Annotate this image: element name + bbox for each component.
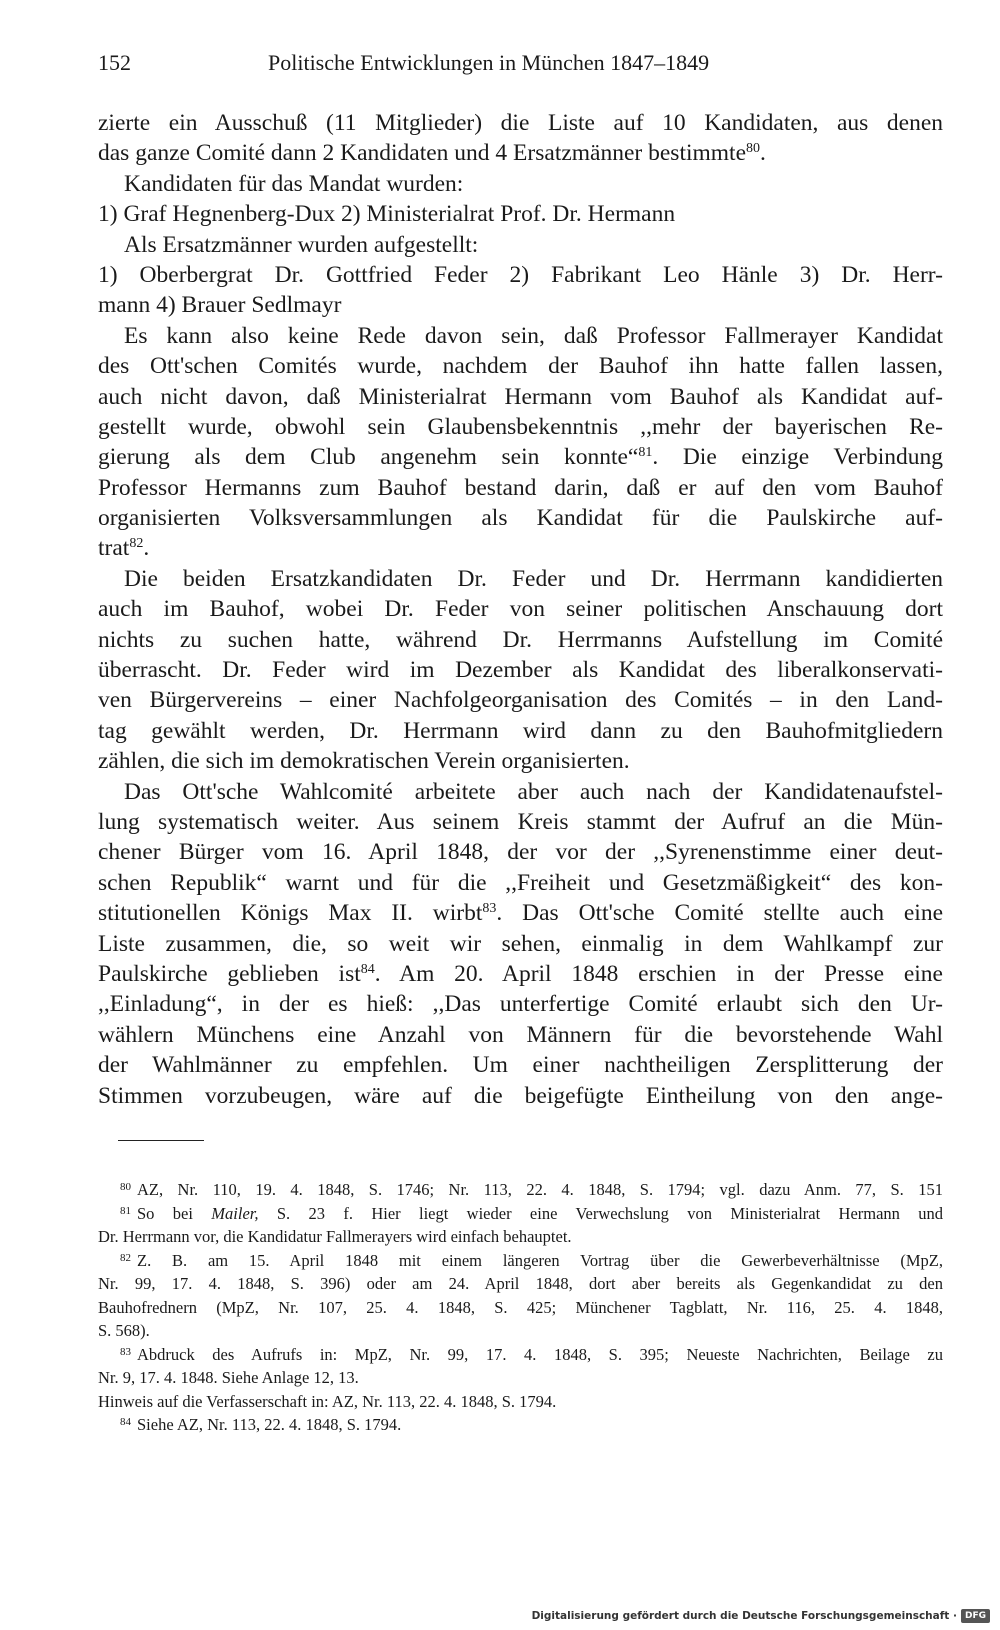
dfg-logo: DFG — [961, 1609, 990, 1623]
footnote-80: $^{80}$ AZ, Nr. 110, 19. 4. 1848, S. 1746; Nr. 113, 22. 4. 1848, S. 1794; vgl. dazu Anm. 77, S. 151 — [120, 1180, 943, 1199]
text-line: der Wahlmänner zu empfehlen. Um einer nachtheiligen Zersplitterung der — [98, 1052, 943, 1079]
footnote-84: $^{84}$ Siehe AZ, Nr. 113, 22. 4. 1848, S. 1794. — [120, 1415, 402, 1434]
text-line: zierte ein Ausschuß (11 Mitglieder) die Liste auf 10 Kandidaten, aus denen — [98, 110, 943, 136]
text-line: gestellt wurde, obwohl sein Glaubensbekenntnis ,,mehr der bayerischen Re- — [98, 413, 943, 440]
text-line: das ganze Comité dann 2 Kandidaten und 4 Ersatzmänner bestimmte$^{80}$. — [98, 140, 766, 167]
text-line: Als Ersatzmänner wurden aufgestellt: — [124, 231, 479, 258]
text-line: schen Republik“ warnt und für die ,,Freiheit und Gesetzmäßigkeit“ des kon- — [98, 869, 943, 896]
footnote-81: $^{81}$ So bei Mailer, S. 23 f. Hier liegt wieder eine Verwechslung von Ministerialrat Hermann und — [120, 1203, 943, 1223]
running-title: Politische Entwicklungen in München 1847–1849 — [268, 50, 710, 75]
footnote-line: S. 568). — [98, 1321, 150, 1340]
page-number: 152 — [98, 50, 131, 75]
footnote-number: 83 — [120, 1345, 131, 1358]
footnote-ref: 81 — [638, 445, 653, 461]
footnote-83: $^{83}$ Abdruck des Aufrufs in: MpZ, Nr. 99, 17. 4. 1848, S. 395; Neueste Nachrichten, Beilage zu — [120, 1344, 943, 1364]
text-line: chener Bürger vom 16. April 1848, der vor der ,,Syrenenstimme einer deut- — [98, 839, 943, 866]
text-line: ,,Einladung“, in der es hieß: ,,Das unterfertige Comité erlaubt sich den Ur- — [98, 991, 943, 1018]
footnote-line: Nr. 9, 17. 4. 1848. Siehe Anlage 12, 13. — [98, 1368, 359, 1387]
text-line: Stimmen vorzubeugen, wäre auf die beigefügte Eintheilung von den ange- — [98, 1082, 943, 1109]
footnotes — [98, 1178, 943, 1437]
text-line: 1) Graf Hegnenberg-Dux 2) Ministerialrat Prof. Dr. Hermann — [98, 201, 676, 228]
footnote-ref: 84 — [360, 961, 375, 977]
footnote-separator — [118, 1140, 204, 1141]
footnote-number: 84 — [120, 1416, 131, 1428]
footnote-82: $^{82}$ Z. B. am 15. April 1848 mit einem längeren Vortrag über die Gewerbeverhältnisse (MpZ, — [120, 1250, 943, 1270]
text-line: ven Bürgervereins – einer Nachfolgeorganisation des Comités – in den Land- — [98, 687, 943, 714]
text-line: organisierten Volksversammlungen als Kandidat für die Paulskirche auf- — [98, 505, 943, 532]
text-line: Liste zusammen, die, so weit wir sehen, einmalig in dem Wahlkampf zur — [98, 930, 943, 957]
footnote-line: Hinweis auf die Verfasserschaft in: AZ, Nr. 113, 22. 4. 1848, S. 1794. — [98, 1391, 557, 1411]
text-line: wählern Münchens eine Anzahl von Männern für die bevorstehende Wahl — [98, 1021, 943, 1048]
footnote-ref: 80 — [746, 141, 761, 157]
text-line: überrascht. Dr. Feder wird im Dezember als Kandidat des liberalkonservati- — [98, 657, 943, 684]
text-line: Die beiden Ersatzkandidaten Dr. Feder und Dr. Herrmann kandidierten — [124, 565, 943, 592]
text-line: auch nicht davon, daß Ministerialrat Hermann vom Bauhof als Kandidat auf- — [98, 383, 943, 410]
text-line: tag gewählt werden, Dr. Herrmann wird dann zu den Bauhofmitgliedern — [98, 717, 943, 744]
text-line: Professor Hermanns zum Bauhof bestand darin, daß er auf den vom Bauhof — [98, 474, 943, 501]
text-line: Es kann also keine Rede davon sein, daß Professor Fallmerayer Kandidat — [124, 322, 943, 349]
text-line: zählen, die sich im demokratischen Verein organisierten. — [98, 748, 630, 775]
text-line: des Ott'schen Comités wurde, nachdem der Bauhof ihn hatte fallen lassen, — [98, 353, 943, 380]
footnote-number: 80 — [120, 1181, 131, 1193]
text-line: mann 4) Brauer Sedlmayr — [98, 292, 342, 319]
text-line: auch im Bauhof, wobei Dr. Feder von seiner politischen Anschauung dort — [98, 596, 943, 623]
footnote-line: Bauhofrednern (MpZ, Nr. 107, 25. 4. 1848, S. 425; Münchener Tagblatt, Nr. 116, 25. 4. 1848, — [98, 1297, 943, 1317]
footnote-ref: 83 — [482, 901, 497, 917]
footnote-number: 82 — [120, 1251, 131, 1264]
footnote-ref: 82 — [129, 536, 144, 552]
text-line: Kandidaten für das Mandat wurden: — [124, 170, 464, 197]
main-text — [98, 108, 943, 1111]
footnote-line: Nr. 99, 17. 4. 1848, S. 396) oder am 24. April 1848, dort aber bereits als Gegenkandidat zu den — [98, 1274, 943, 1293]
text-line: gierung als dem Club angenehm sein konnte“$^{81}$. Die einzige Verbindung — [98, 444, 943, 471]
footnote-line: Dr. Herrmann vor, die Kandidatur Fallmerayers wird einfach behauptet. — [98, 1227, 572, 1246]
text-line: nichts zu suchen hatte, während Dr. Herrmanns Aufstellung im Comité — [98, 626, 943, 653]
text-line: trat$^{82}$. — [98, 535, 150, 562]
text-line: lung systematisch weiter. Aus seinem Kreis stammt der Aufruf an die Mün- — [98, 808, 943, 835]
text-line: Das Ott'sche Wahlcomité arbeitete aber auch nach der Kandidatenaufstel- — [124, 778, 943, 805]
text-line: Paulskirche geblieben ist$^{84}$. Am 20. April 1848 erschien in der Presse eine — [98, 960, 943, 987]
text-line: 1) Oberbergrat Dr. Gottfried Feder 2) Fabrikant Leo Hänle 3) Dr. Herr- — [98, 261, 943, 288]
running-header — [98, 50, 943, 84]
footnote-number: 81 — [120, 1204, 131, 1217]
digitization-footer — [532, 1606, 990, 1626]
text-line: stitutionellen Königs Max II. wirbt$^{83}$. Das Ott'sche Comité stellte auch eine — [98, 900, 943, 927]
funding-note: Digitalisierung gefördert durch die Deutsche Forschungsgemeinschaft · — [531, 1610, 957, 1622]
